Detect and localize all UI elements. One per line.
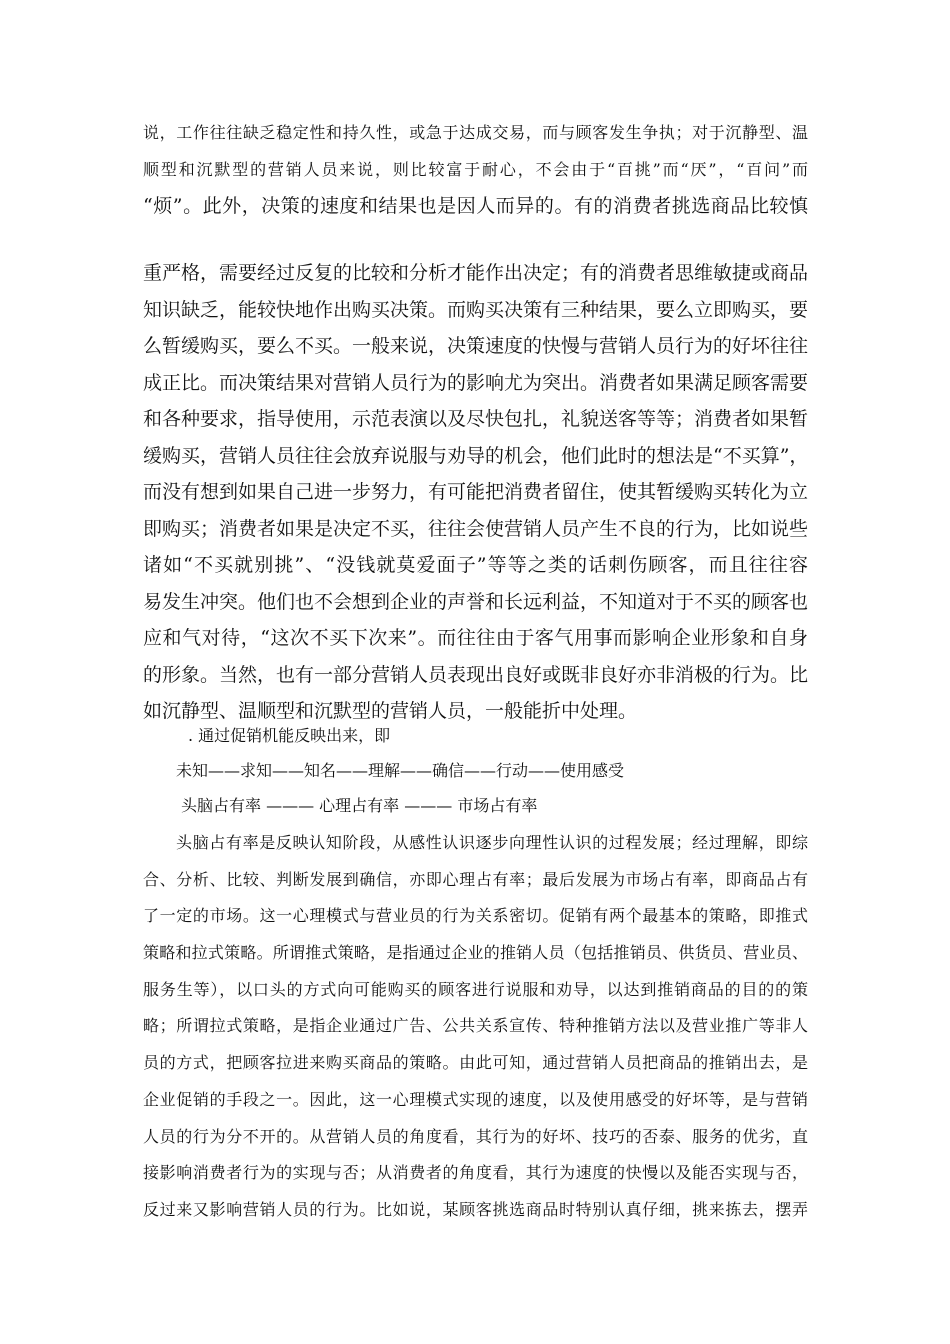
text-line: 即购买；消费者如果是决定不买，往往会使营销人员产生不良的行为，比如说些 xyxy=(143,517,808,540)
paragraph-top xyxy=(143,115,808,225)
text-line: 企业促销的手段之一。因此，这一心理模式实现的速度，以及使用感受的好坏等，是与营销 xyxy=(143,1089,808,1109)
text-line: 知识缺乏，能较快地作出购买决策。而购买决策有三种结果，要么立即购买，要 xyxy=(143,298,808,321)
text-line: 缓购买，营销人员往往会放弃说服与劝导的机会，他们此时的想法是“不买算”， xyxy=(143,444,808,467)
paragraph-strategy xyxy=(143,825,808,1229)
paragraph-decision xyxy=(143,255,808,730)
text-line: 应和气对待，“这次不买下次来”。而往往由于客气用事而影响企业形象和自身 xyxy=(143,627,808,649)
text-line: 顺型和沉默型的营销人员来说，则比较富于耐心，不会由于“百挑”而“厌”，“百问”而 xyxy=(143,159,808,179)
process-chain: 未知——求知——知名——理解——确信——行动——使用感受 xyxy=(176,761,625,781)
text-line: 合、分析、比较、判断发展到确信，亦即心理占有率；最后发展为市场占有率，即商品占有 xyxy=(143,869,808,889)
text-line: 重严格，需要经过反复的比较和分析才能作出决定；有的消费者思维敏捷或商品 xyxy=(143,262,808,284)
section-lead: . 通过促销机能反映出来，即 xyxy=(188,726,391,745)
text-line: 人员的行为分不开的。从营销人员的角度看，其行为的好坏、技巧的否泰、服务的优劣，直 xyxy=(143,1126,808,1146)
text-line: 员的方式，把顾客拉进来购买商品的策略。由此可知，通过营销人员把商品的推销出去，是 xyxy=(143,1053,808,1073)
text-line: 而没有想到如果自己进一步努力，有可能把消费者留住，使其暂缓购买转化为立 xyxy=(143,481,808,503)
text-line: 头脑占有率是反映认知阶段，从感性认识逐步向理性认识的过程发展；经过理解，即综 xyxy=(176,833,808,852)
text-line: 易发生冲突。他们也不会想到企业的声誉和长远利益，不知道对于不买的顾客也 xyxy=(143,590,808,613)
text-line: 了一定的市场。这一心理模式与营业员的行为关系密切。促销有两个最基本的策略，即推式 xyxy=(143,906,808,926)
text-line: 和各种要求，指导使用，示范表演以及尽快包扎，礼貌送客等等；消费者如果暂 xyxy=(143,408,808,430)
text-line: 诸如“不买就别挑”、“没钱就莫爱面子”等等之类的话刺伤顾客，而且往往容 xyxy=(143,554,808,576)
text-line: 接影响消费者行为的实现与否；从消费者的角度看，其行为速度的快慢以及能否实现与否， xyxy=(143,1163,808,1183)
text-line: 略；所谓拉式策略，是指企业通过广告、公共关系宣传、特种推销方法以及营业推广等非人 xyxy=(143,1016,808,1036)
share-chain: 头脑占有率 ——— 心理占有率 ——— 市场占有率 xyxy=(181,796,538,816)
text-line: 成正比。而决策结果对营销人员行为的影响尤为突出。消费者如果满足顾客需要 xyxy=(143,371,808,394)
text-line: 么暂缓购买，要么不买。一般来说，决策速度的快慢与营销人员行为的好坏往往 xyxy=(143,335,808,357)
text-line: 反过来又影响营销人员的行为。比如说，某顾客挑选商品时特别认真仔细，挑来拣去，摆弄 xyxy=(143,1199,808,1219)
text-line: “烦”。此外，决策的速度和结果也是因人而异的。有的消费者挑选商品比较慎 xyxy=(143,195,808,218)
text-line: 如沉静型、温顺型和沉默型的营销人员，一般能折中处理。 xyxy=(143,700,638,722)
text-line: 的形象。当然，也有一部分营销人员表现出良好或既非良好亦非消极的行为。比 xyxy=(143,663,808,686)
text-line: 策略和拉式策略。所谓推式策略，是指通过企业的推销人员（包括推销员、供货员、营业员、 xyxy=(143,943,808,963)
promotion-model-section xyxy=(143,718,808,824)
text-line: 说，工作往往缺乏稳定性和持久性，或急于达成交易，而与顾客发生争执；对于沉静型、温 xyxy=(143,123,808,142)
text-line: 服务生等），以口头的方式向可能购买的顾客进行说服和劝导，以达到推销商品的目的的策 xyxy=(143,979,808,999)
